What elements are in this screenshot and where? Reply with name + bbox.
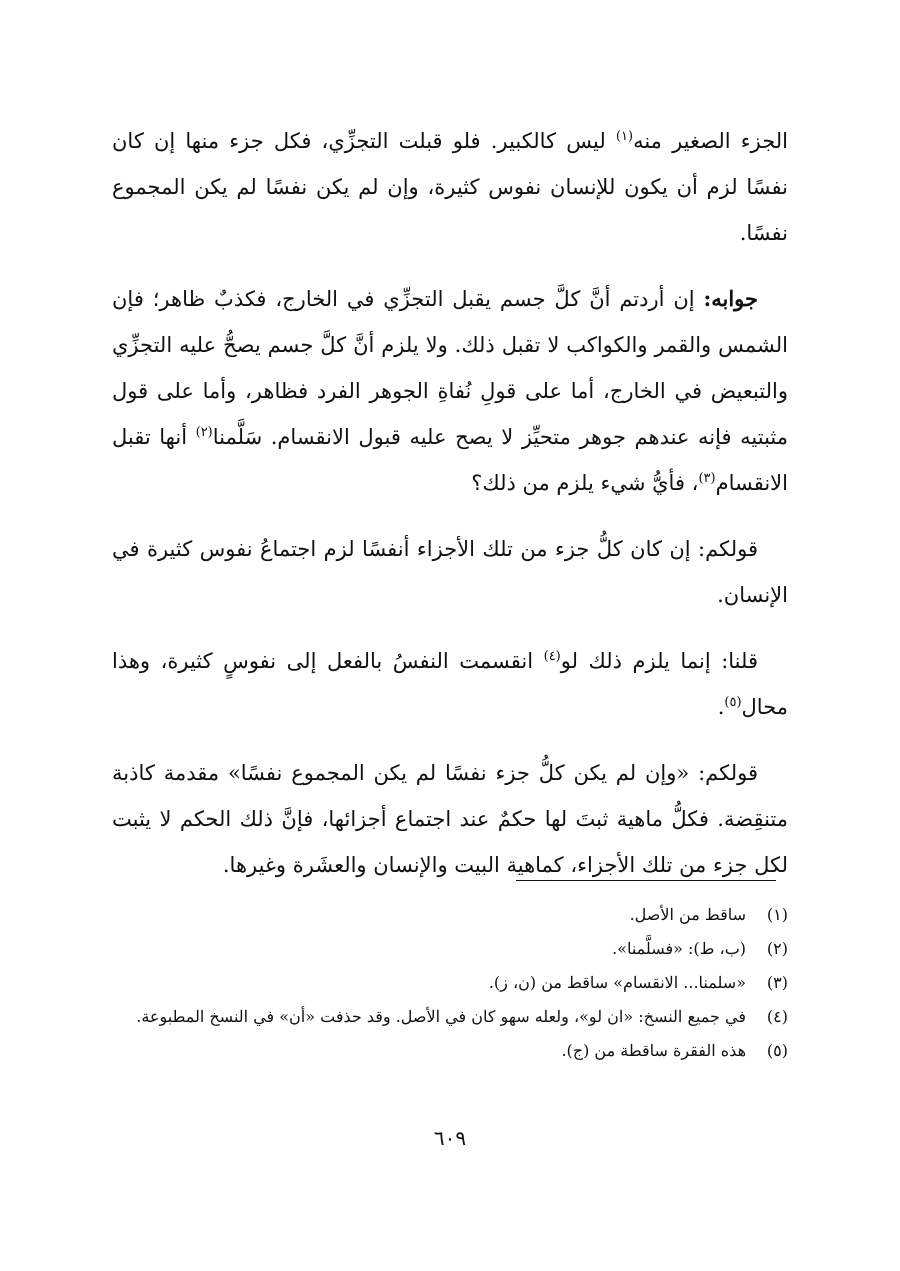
paragraph-text: الجزء الصغير منه — [633, 129, 788, 153]
paragraph-2 — [112, 276, 788, 506]
footnote-ref-2[interactable]: (٢) — [195, 425, 213, 440]
footnote-4 — [112, 1000, 788, 1034]
paragraph-text: . — [717, 695, 725, 719]
main-text — [112, 118, 788, 908]
footnote-1 — [112, 898, 788, 932]
footnote-text: ساقط من الأصل. — [629, 905, 746, 924]
footnote-text: في جميع النسخ: «ان لو»، ولعله سهو كان في الأصل. وقد حذفت «أن» في النسخ المطبوعة. — [136, 1007, 746, 1026]
page-number: ٦٠٩ — [433, 1126, 467, 1150]
paragraph-5: قولكم: «وإن لم يكن كلُّ جزء نفسًا لم يكن المجموع نفسًا» مقدمة كاذبة متنقِضة. فكلُّ ماهية ثبتَ لها حكمٌ عند اجتماع أجزائها، فإنَّ ذلك الحكم لا يثبت لكل جزء من تلك الأجزاء، كماهية البيت والإنسان والعشَرة وغيرها. — [112, 761, 788, 877]
footnote-3 — [112, 966, 788, 1000]
footnote-ref-4[interactable]: (٤) — [543, 649, 561, 664]
footnote-5 — [112, 1034, 788, 1068]
footnote-text: «سلمنا... الانقسام» ساقط من (ن، ز). — [488, 973, 746, 992]
paragraph-text: ليس كالكبير. فلو قبلت التجزِّي، فكل جزء منها إن كان نفسًا لزم أن يكون للإنسان نفوس كثيرة، وإن لم يكن نفسًا لم يكن المجموع نفسًا. — [112, 129, 788, 245]
footnote-text: (ب، ط): «فسلَّمنا». — [612, 939, 746, 958]
answer-label: جوابه: — [703, 286, 758, 311]
footnote-2 — [112, 932, 788, 966]
footnote-number: (٣) — [766, 973, 788, 992]
paragraph-text: انقسمت النفسُ بالفعل إلى نفوسٍ كثيرة، وهذا محال — [112, 649, 788, 719]
footnote-ref-1[interactable]: (١) — [615, 129, 634, 144]
footnote-text: هذه الفقرة ساقطة من (ج). — [561, 1041, 746, 1060]
footnote-number: (٥) — [766, 1041, 788, 1060]
paragraph-text: إن أردتم أنَّ كلَّ جسم يقبل التجزِّي في الخارج، فكذبٌ ظاهر؛ فإن الشمس والقمر والكواكب لا تقبل ذلك. ولا يلزم أنَّ كلَّ جسم يصحُّ عليه التجزِّي والتبعيض في الخارج، أما على قولِ نُفاةِ الجوهر الفرد فظاهر، وأما على قول مثبتيه فإنه عندهم جوهر متحيِّز لا يصح عليه قبول الانقسام. سَلَّمنا — [112, 287, 788, 449]
footnote-number: (٢) — [766, 939, 788, 958]
paragraph-text: قلنا: إنما يلزم ذلك لو — [560, 649, 758, 673]
footnote-number: (١) — [766, 905, 788, 924]
footnotes — [112, 898, 788, 1068]
paragraph-1 — [112, 118, 788, 256]
footnote-number: (٤) — [766, 1007, 788, 1026]
paragraph-text: ، فأيُّ شيء يلزم من ذلك؟ — [471, 471, 699, 495]
footnote-ref-5[interactable]: (٥) — [724, 695, 742, 710]
footnote-divider — [516, 880, 776, 881]
paragraph-4 — [112, 638, 788, 730]
paragraph-3: قولكم: إن كان كلُّ جزء من تلك الأجزاء أنفسًا لزم اجتماعُ نفوس كثيرة في الإنسان. — [112, 537, 788, 607]
footnote-ref-3[interactable]: (٣) — [698, 471, 716, 486]
paragraph-text: أنها تقبل الانقسام — [112, 425, 788, 495]
